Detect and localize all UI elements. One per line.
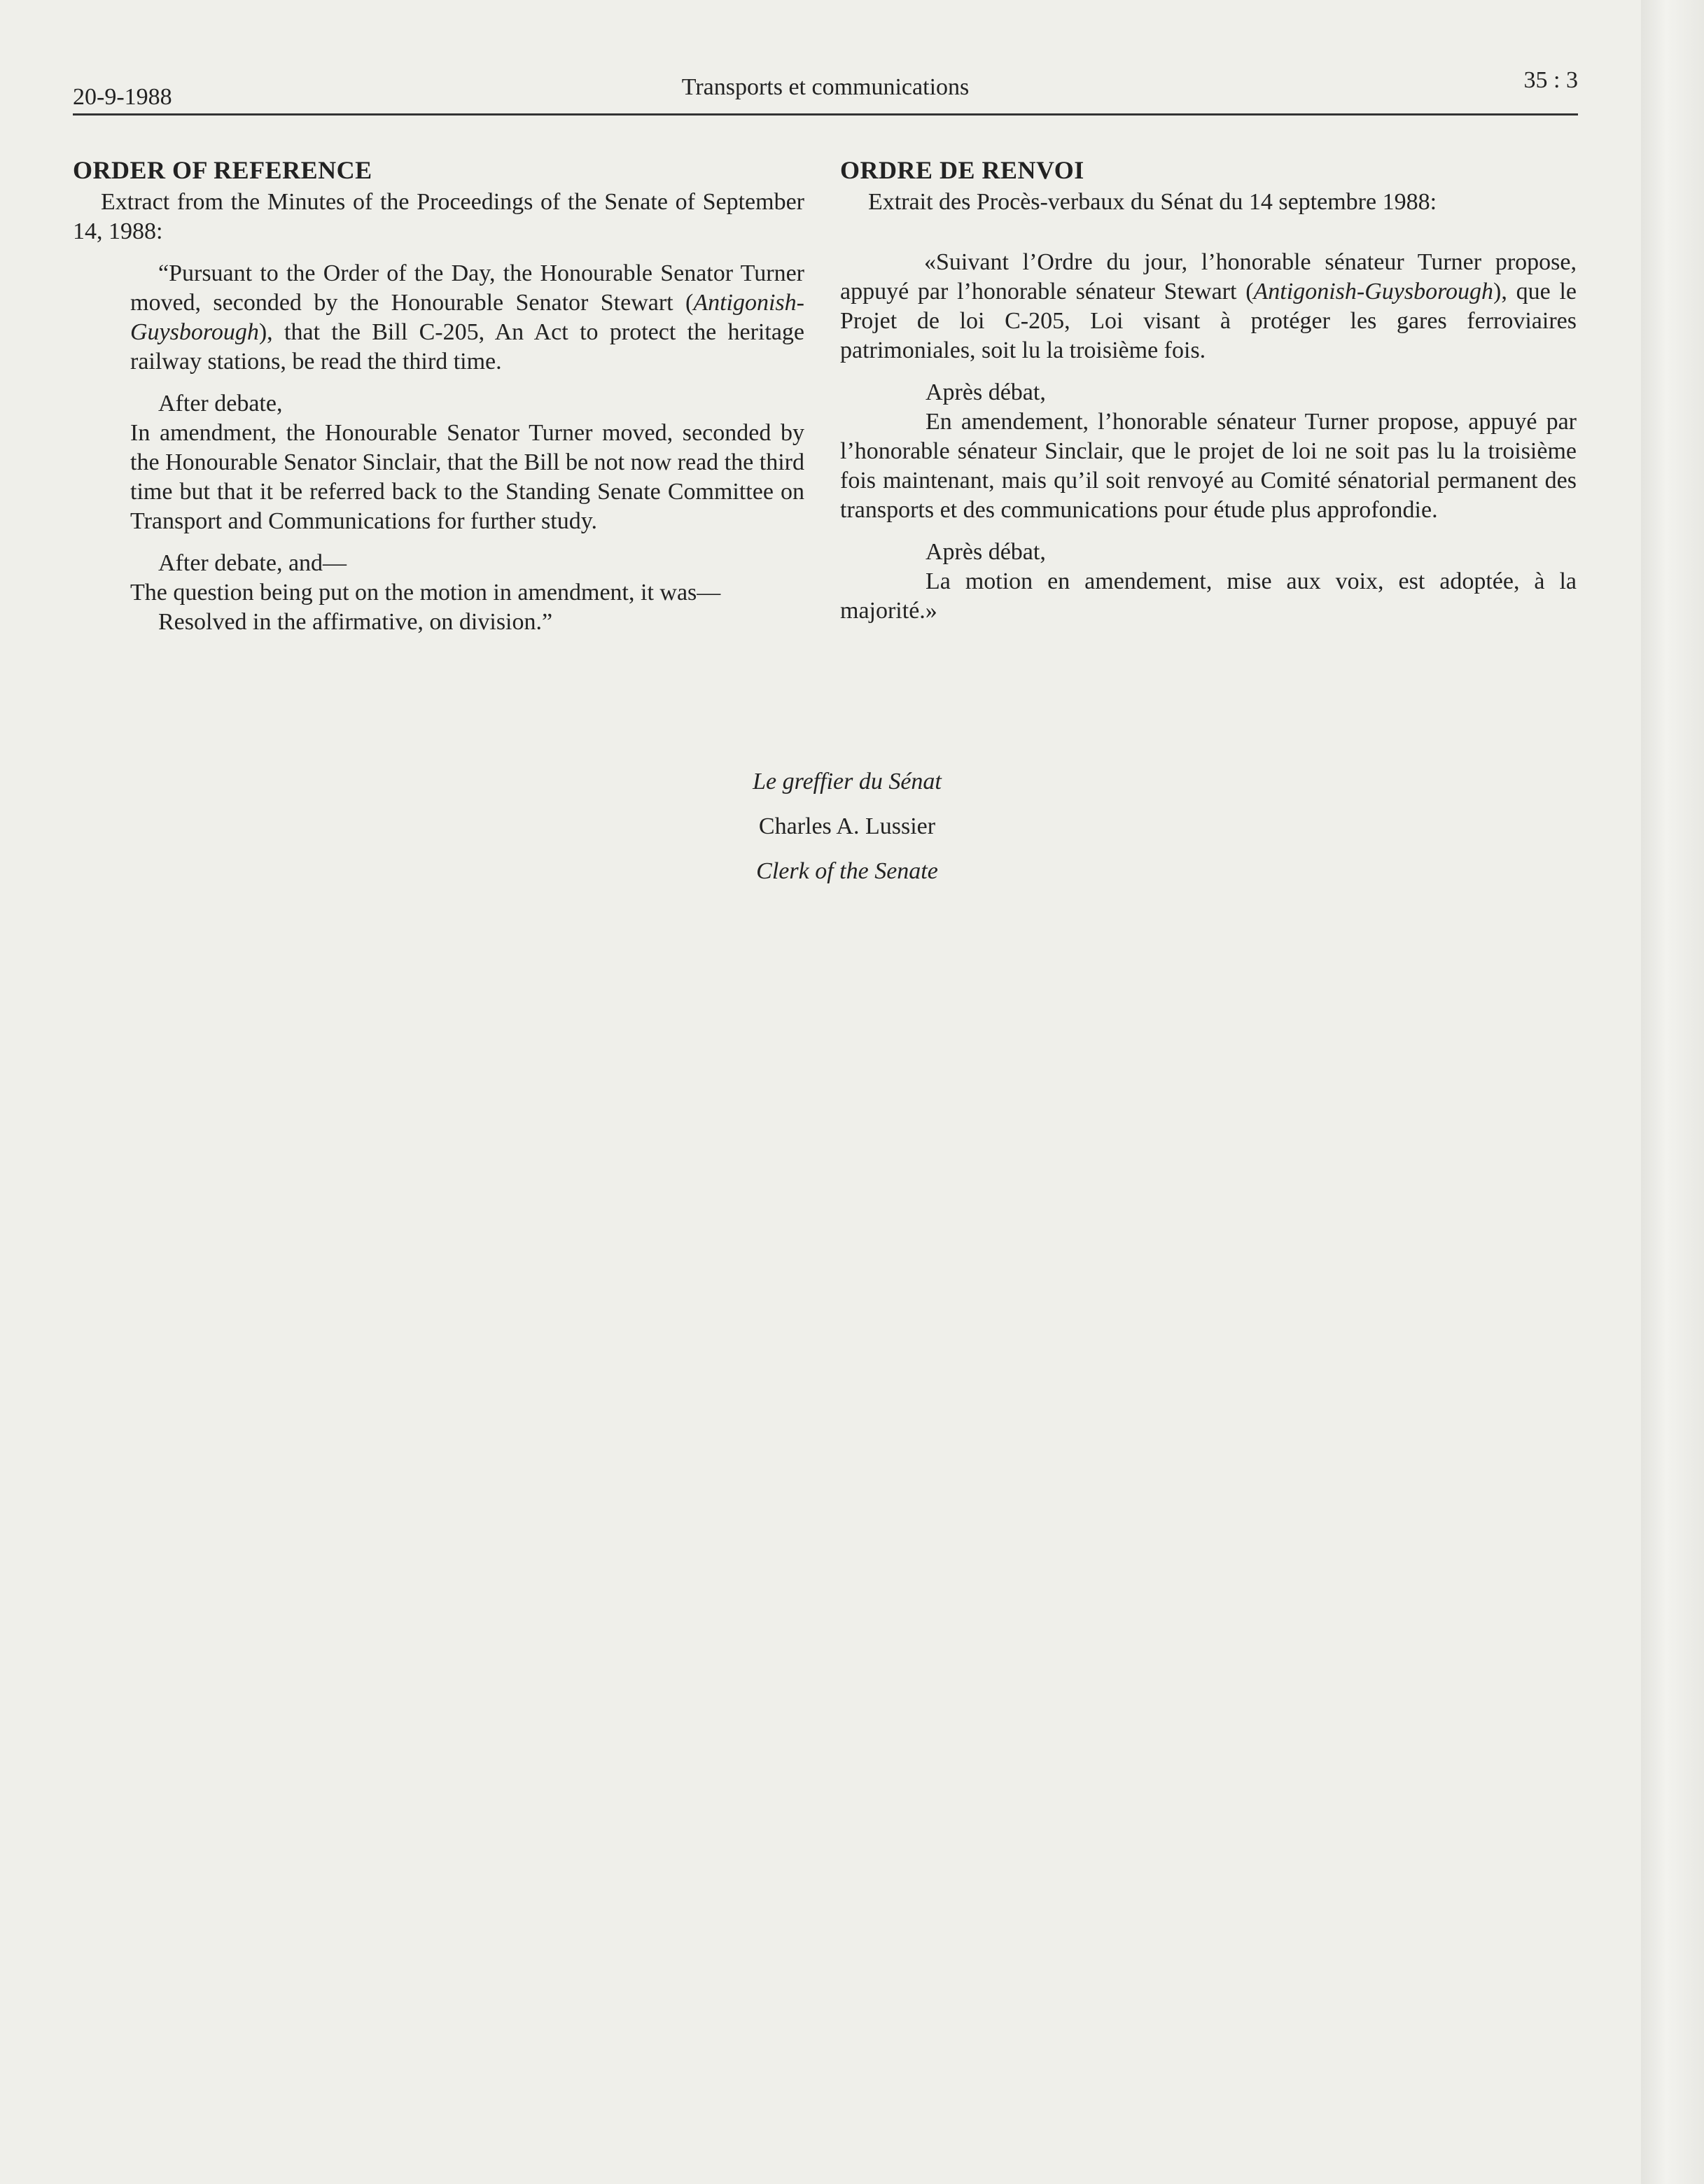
english-motion-text-b: ), that the Bill C-205, An Act to protect the heritage railway stations, be read the third time. <box>130 319 804 374</box>
header-page-number: 35 : 3 <box>1523 67 1578 93</box>
french-motion-paragraph <box>840 248 1577 365</box>
french-motion-result: La motion en amendement, mise aux voix, est adoptée, à la majorité.» <box>840 568 1577 624</box>
english-quote <box>130 259 804 637</box>
french-motion-text-a: «Suivant l’Ordre du jour, l’honorable sénateur Turner propose, appuyé par l’honorable sénateur Stewart ( <box>840 249 1577 304</box>
page-header <box>73 64 1578 115</box>
french-quote <box>840 248 1577 626</box>
french-motion-text-b: ), que le Projet de loi C-205, Loi visant à protéger les gares ferroviaires patrimoniales, soit lu la troisième fois. <box>840 279 1577 363</box>
header-date: 20-9-1988 <box>73 84 172 110</box>
english-intro: Extract from the Minutes of the Proceedings of the Senate of September 14, 1988: <box>73 189 804 244</box>
english-motion-riding: Antigonish-Guysborough <box>130 290 804 345</box>
french-intro: Extrait des Procès-verbaux du Sénat du 14 septembre 1988: <box>868 189 1437 215</box>
signature-title-en: Clerk of the Senate <box>756 858 938 884</box>
french-column <box>840 155 1577 626</box>
english-resolved: Resolved in the affirmative, on division.” <box>158 609 553 635</box>
ordre-de-renvoi-heading: ORDRE DE RENVOI <box>840 156 1084 184</box>
english-after-debate-and: After debate, and— <box>158 550 347 576</box>
signature-block <box>651 760 1043 894</box>
signature-name: Charles A. Lussier <box>758 813 936 839</box>
english-amendment: In amendment, the Honourable Senator Turner moved, seconded by the Honourable Senator Sinclair, that the Bill be not now read the third time but that it be referred back to the Standing Senate Committee on Transport and Communications for further study. <box>130 420 804 534</box>
french-motion-riding: Antigonish-Guysborough <box>1253 279 1494 304</box>
english-motion-paragraph <box>130 259 804 377</box>
page-edge-shadow <box>1641 0 1704 2184</box>
english-question: The question being put on the motion in amendment, it was— <box>130 580 721 606</box>
order-of-reference-heading: ORDER OF REFERENCE <box>73 156 372 184</box>
signature-title-fr: Le greffier du Sénat <box>753 769 942 794</box>
english-after-debate: After debate, <box>158 391 283 416</box>
english-motion-text-a: “Pursuant to the Order of the Day, the Honourable Senator Turner moved, seconded by the Honourable Senator Stewart ( <box>130 260 804 316</box>
french-apres-debat-2: Après débat, <box>926 539 1046 565</box>
header-title: Transports et communications <box>681 74 970 100</box>
english-column <box>73 155 804 637</box>
french-apres-debat-1: Après débat, <box>926 379 1046 405</box>
french-amendement: En amendement, l’honorable sénateur Turner propose, appuyé par l’honorable sénateur Sinclair, que le projet de loi ne soit pas lu la troisième fois maintenant, mais qu’il soit renvoyé au Comité sénatorial permanent des transports et des communications pour étude plus approfondie. <box>840 409 1577 523</box>
